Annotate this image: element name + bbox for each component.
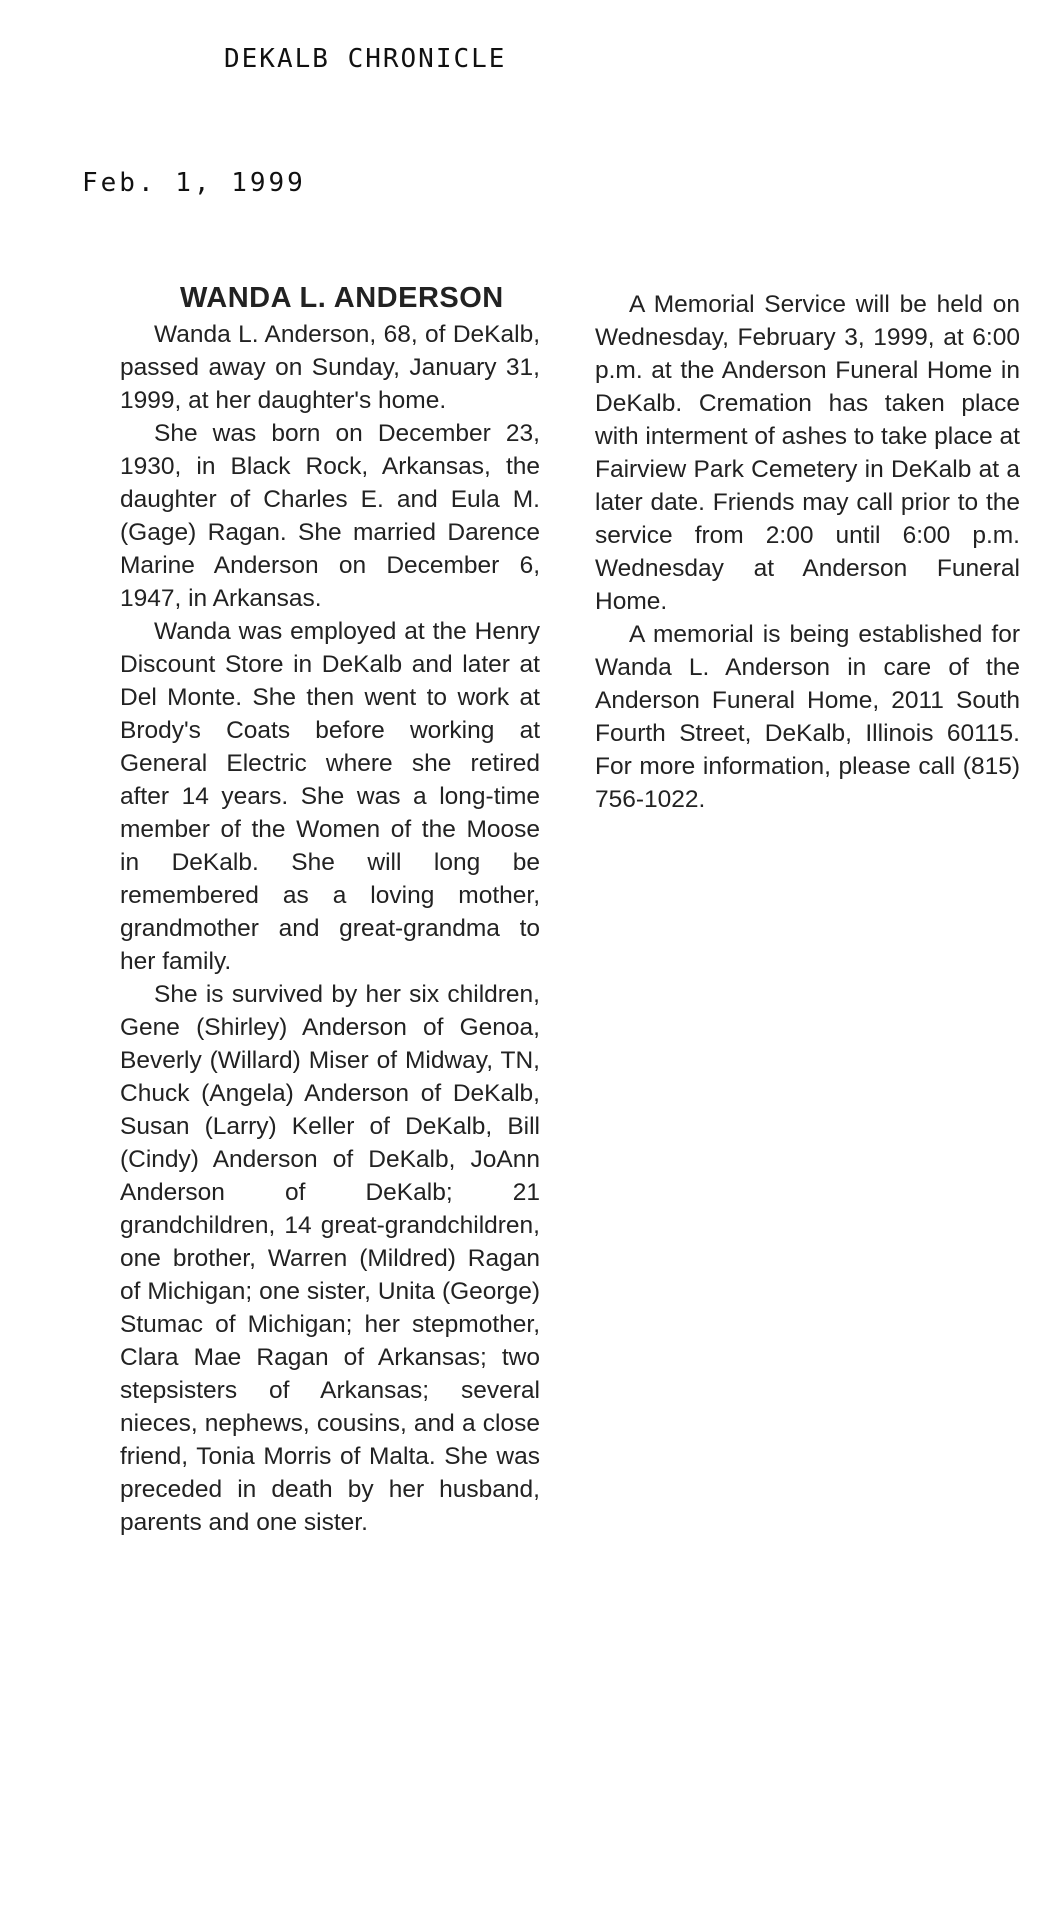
paragraph-birth: She was born on December 23, 1930, in Black Rock, Arkansas, the daughter of Charles E. and Eula M. (Gage) Ragan. She married Darence Marine Anderson on December 6, 1947, in Arkansas. [120, 420, 540, 612]
paragraph-survivors: She is survived by her six children, Gene (Shirley) Anderson of Genoa, Beverly (Willard) Miser of Midway, TN, Chuck (Angela) Anderson of DeKalb, Susan (Larry) Keller of DeKalb, Bill (Cindy) Anderson of DeKalb, JoAnn Anderson of DeKalb; 21 grandchildren, 14 great-grandchildren, one brother, Warren (Mildred) Ragan of Michigan; one sister, Unita (George) Stumac of Michigan; her stepmother, Clara Mae Ragan of Arkansas; two stepsisters of Arkansas; several nieces, nephews, cousins, and a close friend, Tonia Morris of Malta. She was preceded in death by her husband, parents and one sister. [120, 981, 540, 1536]
paragraph-employment: Wanda was employed at the Henry Discount Store in DeKalb and later at Del Monte. She then went to work at Brody's Coats before working at General Electric where she retired after 14 years. She was a long-time member of the Women of the Moose in DeKalb. She will long be remembered as a loving mother, grandmother and great-grandma to her family. [120, 618, 540, 975]
article-column-right [595, 288, 1020, 816]
paragraph-memorial-service: A Memorial Service will be held on Wednesday, February 3, 1999, at 6:00 p.m. at the Anderson Funeral Home in DeKalb. Cremation has taken place with interment of ashes to take place at Fairview Park Cemetery in DeKalb at a later date. Friends may call prior to the service from 2:00 until 6:00 p.m. Wednesday at Anderson Funeral Home. [595, 291, 1020, 615]
paragraph-memorial-fund: A memorial is being established for Wanda L. Anderson in care of the Anderson Funeral Home, 2011 South Fourth Street, DeKalb, Illinois 60115. For more information, please call (815) 756-1022. [595, 621, 1020, 813]
newspaper-source: DEKALB CHRONICLE [224, 44, 507, 74]
article-column-left [120, 280, 540, 1539]
paragraph-intro: Wanda L. Anderson, 68, of DeKalb, passed away on Sunday, January 31, 1999, at her daughter's home. [120, 321, 540, 414]
publication-date: Feb. 1, 1999 [82, 168, 306, 198]
obituary-headline: WANDA L. ANDERSON [180, 282, 504, 314]
